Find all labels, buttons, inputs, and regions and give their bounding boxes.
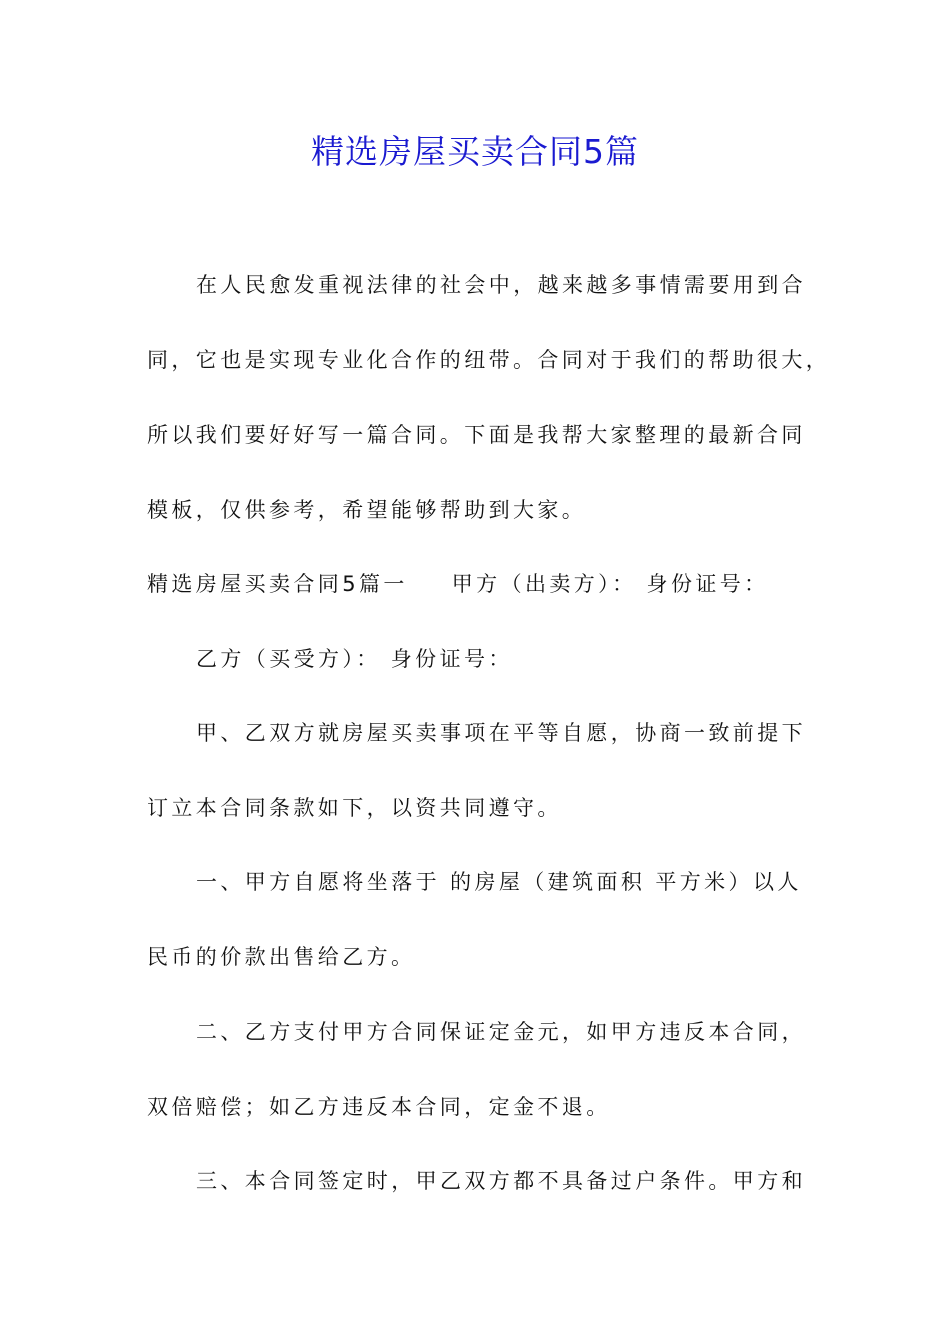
intro-line-3: 所以我们要好好写一篇合同。下面是我帮大家整理的最新合同 bbox=[147, 423, 806, 447]
party-a-line: 甲方（出卖方）： 身份证号： bbox=[451, 572, 769, 596]
section-heading: 精选房屋买卖合同5篇一 bbox=[147, 572, 408, 596]
section-heading-row bbox=[147, 568, 769, 600]
body-line-4: 民币的价款出售给乙方。 bbox=[147, 945, 416, 969]
body-line-3: 一、甲方自愿将坐落于 的房屋（建筑面积 平方米）以人 bbox=[196, 870, 802, 894]
body-line-1: 甲、乙双方就房屋买卖事项在平等自愿，协商一致前提下 bbox=[196, 721, 806, 745]
body-line-6: 双倍赔偿；如乙方违反本合同，定金不退。 bbox=[147, 1095, 611, 1119]
party-b-line: 乙方（买受方）： 身份证号： bbox=[196, 647, 513, 671]
body-line-7: 三、本合同签定时，甲乙双方都不具备过户条件。甲方和 bbox=[196, 1169, 806, 1193]
body-line-2: 订立本合同条款如下，以资共同遵守。 bbox=[147, 796, 562, 820]
intro-line-2: 同，它也是实现专业化合作的纽带。合同对于我们的帮助很大， bbox=[147, 348, 831, 372]
intro-line-1: 在人民愈发重视法律的社会中，越来越多事情需要用到合 bbox=[196, 273, 806, 297]
document-title: 精选房屋买卖合同5篇 bbox=[311, 132, 639, 171]
body-line-5: 二、乙方支付甲方合同保证定金元，如甲方违反本合同， bbox=[196, 1020, 806, 1044]
intro-line-4: 模板，仅供参考，希望能够帮助到大家。 bbox=[147, 498, 587, 522]
